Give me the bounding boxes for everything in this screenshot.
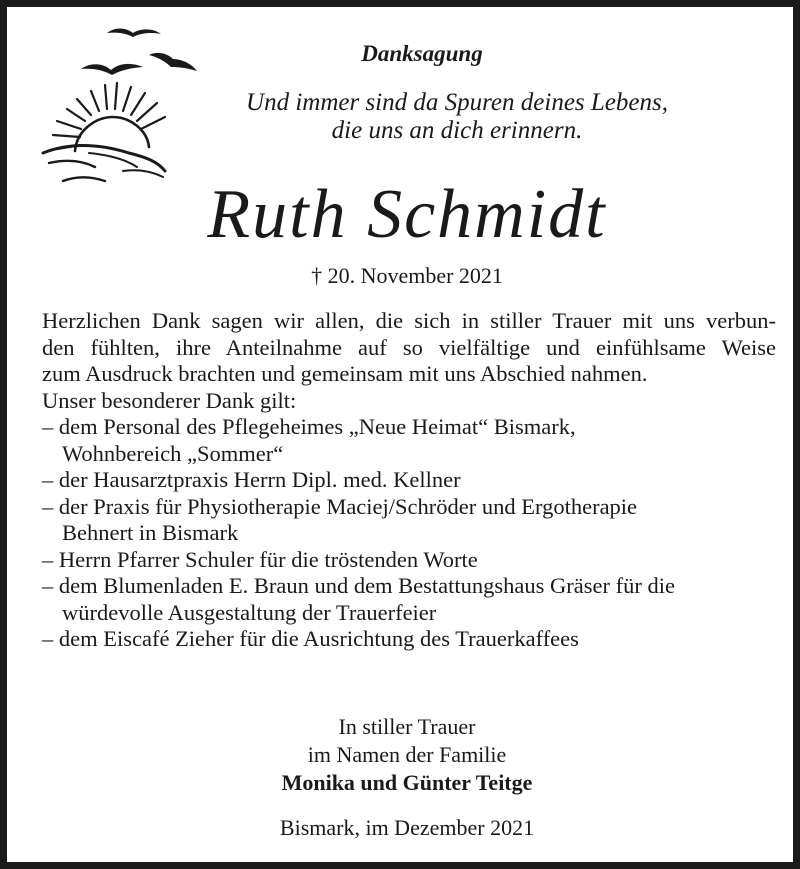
thanks-intro: Unser besonderer Dank gilt: [42,387,297,413]
list-item-text: – der Hausarztpraxis Herrn Dipl. med. Kellner [42,467,461,492]
list-item-text: – dem Eiscafé Zieher für die Ausrichtung des Trauerkaffees [42,626,579,651]
thanks-paragraph [42,308,776,388]
closing-signature [7,713,800,797]
motto-line: die uns an dich erinnern. [331,117,583,144]
family-names: Monika und Günter Teitge [281,770,533,795]
heading: Danksagung [361,41,483,66]
list-item [42,414,776,467]
list-item-continuation: Behnert in Bismark [62,520,239,545]
list-item-text: – dem Personal des Pflegeheimes „Neue Heimat“ Bismark, [42,414,576,439]
motto-line: Und immer sind da Spuren deines Lebens, [246,89,668,116]
list-item-continuation: Wohnbereich „Sommer“ [62,440,284,466]
list-item-text: – Herrn Pfarrer Schuler für die tröstenden Worte [42,546,478,572]
closing-line: im Namen der Familie [307,742,507,767]
paragraph-line: den fühlten, ihre Anteilnahme auf so vielfältige und einfühlsame Weise [42,334,776,360]
list-item [42,626,776,653]
list-item [42,547,776,574]
list-item [42,467,776,494]
list-item-text: – der Praxis für Physiotherapie Maciej/Schröder und Ergotherapie [42,493,638,519]
paragraph-line: Herzlichen Dank sagen wir allen, die sich in stiller Trauer mit uns verbun- [42,308,776,333]
list-item-continuation: würdevolle Ausgestaltung der Trauerfeier [62,599,437,625]
list-item [42,494,776,547]
deceased-name: Ruth Schmidt [207,176,607,253]
motto [7,89,800,145]
place-date: Bismark, im Dezember 2021 [279,815,535,840]
list-item [42,573,776,626]
thanks-body [42,308,776,653]
closing-line: In stiller Trauer [338,714,476,739]
paragraph-line: zum Ausdruck brachten und gemeinsam mit uns Abschied nahmen. [42,361,648,386]
death-date: † 20. November 2021 [311,263,503,288]
list-item-text: – dem Blumenladen E. Braun und dem Bestattungshaus Gräser für die [42,573,675,598]
